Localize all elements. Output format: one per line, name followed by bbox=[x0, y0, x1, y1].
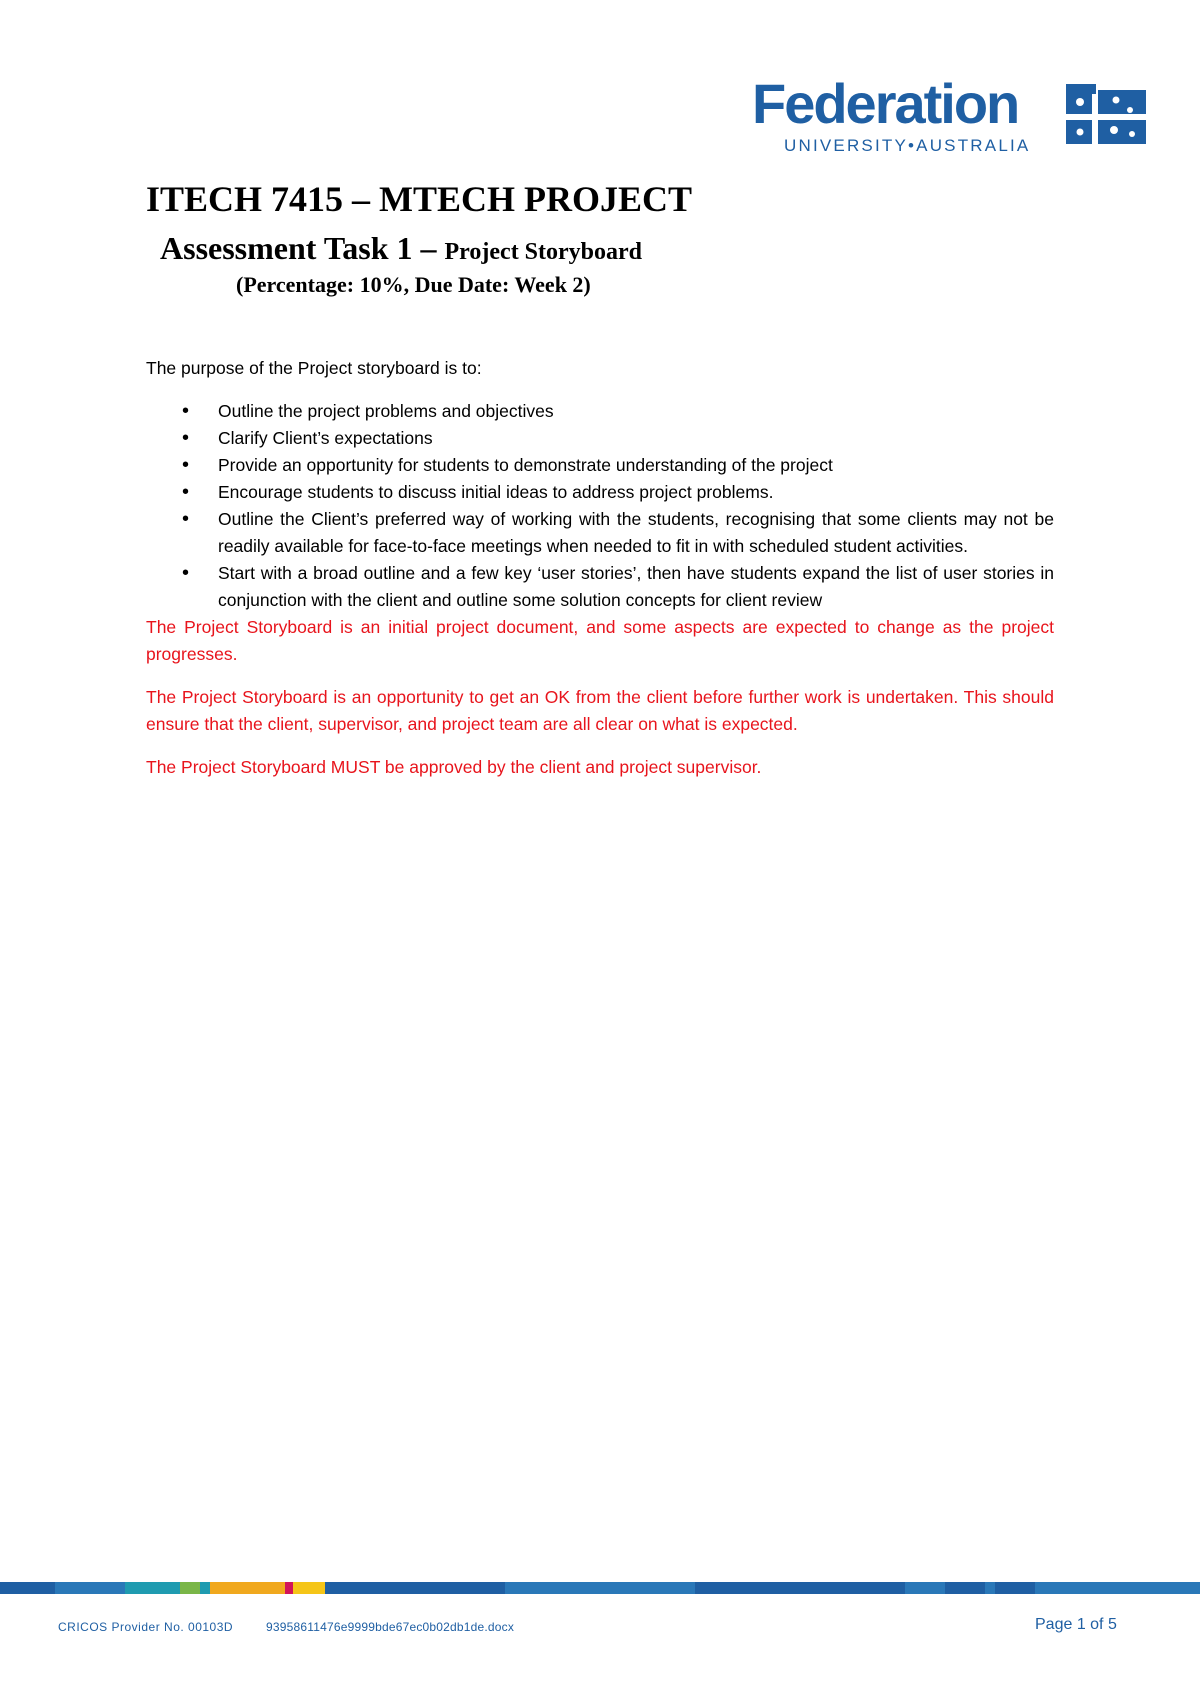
task-title-main: Assessment Task 1 bbox=[160, 230, 413, 266]
intro-text: The purpose of the Project storyboard is to: bbox=[146, 358, 482, 378]
task-meta: (Percentage: 10%, Due Date: Week 2) bbox=[236, 272, 591, 297]
task-title bbox=[160, 230, 642, 267]
note-must-approve: The Project Storyboard MUST be approved by the client and project supervisor. bbox=[146, 757, 762, 777]
list-item: • Provide an opportunity for students to demonstrate understanding of the project bbox=[146, 452, 1054, 479]
cricos-provider: CRICOS Provider No. 00103D bbox=[58, 1620, 234, 1634]
list-item: • Start with a broad outline and a few key ‘user stories’, then have students expand the list of user stories in conjunction with the client and outline some solution concepts for client review bbox=[146, 560, 1054, 614]
list-item: • Outline the Client’s preferred way of working with the students, recognising that some clients may not be readily available for face-to-face meetings when needed to fit in with scheduled student activities. bbox=[146, 506, 1054, 560]
note-approval-opportunity: The Project Storyboard is an opportunity to get an OK from the client before further work is undertaken. This should ensure that the client, supervisor, and project team are all clear on what is expected. bbox=[146, 687, 1054, 734]
list-item: • Encourage students to discuss initial ideas to address project problems. bbox=[146, 479, 1054, 506]
task-title-sub: Project Storyboard bbox=[444, 239, 643, 265]
flag-icon bbox=[1066, 84, 1146, 150]
logo-subtitle: UNIVERSITY•AUSTRALIA bbox=[784, 136, 1031, 155]
document-body bbox=[146, 355, 1054, 797]
university-logo bbox=[752, 72, 1147, 160]
course-title: ITECH 7415 – MTECH PROJECT bbox=[146, 179, 693, 219]
task-title-separator: – bbox=[412, 230, 445, 266]
list-item: • Outline the project problems and objectives bbox=[146, 398, 1054, 425]
file-name: 93958611476e9999bde67ec0b02db1de.docx bbox=[266, 1620, 515, 1634]
note-change: The Project Storyboard is an initial project document, and some aspects are expected to change as the project progresses. bbox=[146, 617, 1054, 664]
list-item: • Clarify Client’s expectations bbox=[146, 425, 1054, 452]
logo-wordmark: Federation bbox=[752, 72, 1019, 135]
footer-color-bar bbox=[0, 1582, 1200, 1594]
page-number: Page 1 of 5 bbox=[1035, 1616, 1117, 1633]
purpose-list bbox=[146, 398, 1054, 614]
